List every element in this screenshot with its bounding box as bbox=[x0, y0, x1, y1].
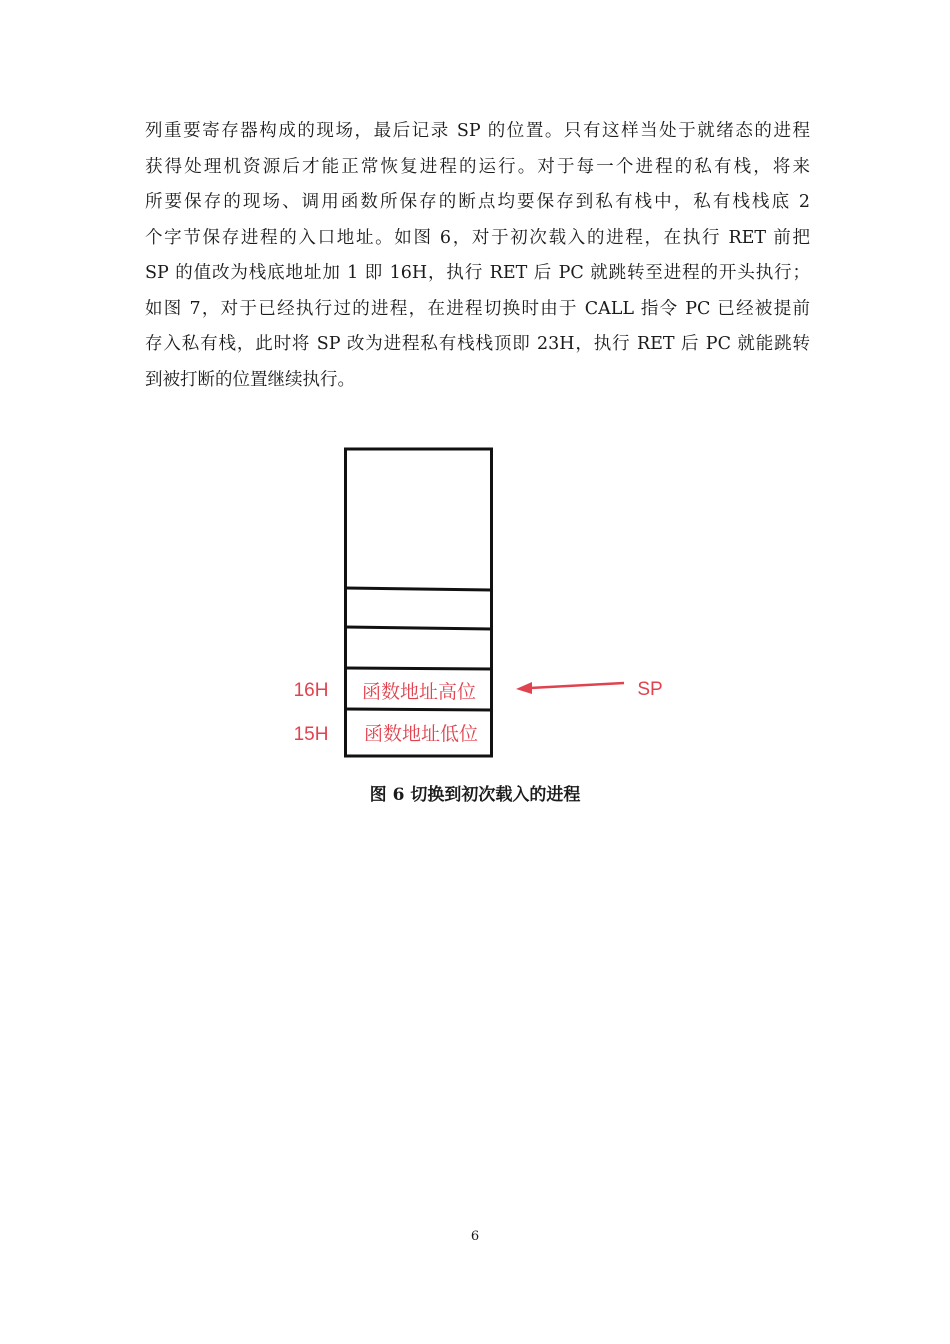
paragraph-line-2: 获得处理机资源后才能正常恢复进程的运行。对于每一个进程的私有栈，将来 bbox=[145, 156, 810, 177]
stack-diagram bbox=[280, 440, 700, 770]
paragraph-line-3: 所要保存的现场、调用函数所保存的断点均要保存到私有栈中，私有栈栈底 2 bbox=[145, 192, 810, 212]
stack-divider bbox=[346, 588, 492, 590]
cell-content-high: 函数地址高位 bbox=[361, 682, 477, 703]
cell-content-low: 函数地址低位 bbox=[363, 724, 479, 745]
page-number: 6 bbox=[470, 1229, 480, 1244]
paragraph-line-5: SP 的值改为栈底地址加 1 即 16H，执行 RET 后 PC 就跳转至进程的开头执行； bbox=[145, 263, 810, 283]
paragraph-line-6: 如图 7，对于已经执行过的进程，在进程切换时由于 CALL 指令 PC 已经被提前 bbox=[145, 298, 810, 319]
sp-arrow-shaft bbox=[530, 683, 624, 688]
sp-arrow-head bbox=[516, 682, 532, 694]
address-label-15h: 15H bbox=[293, 724, 329, 745]
address-label-16h: 16H bbox=[293, 680, 329, 701]
figure-caption: 图 6 切换到初次载入的进程 bbox=[369, 785, 581, 805]
sp-label: SP bbox=[637, 679, 663, 700]
stack-divider bbox=[346, 709, 492, 710]
paragraph-line-8: 到被打断的位置继续执行。 bbox=[145, 369, 355, 390]
stack-divider bbox=[346, 627, 492, 629]
paragraph-line-7: 存入私有栈，此时将 SP 改为进程私有栈栈顶即 23H，执行 RET 后 PC 就能跳转 bbox=[145, 334, 810, 354]
paragraph-line-1: 列重要寄存器构成的现场，最后记录 SP 的位置。只有这样当处于就绪态的进程 bbox=[145, 121, 810, 141]
stack-divider bbox=[346, 668, 492, 669]
stack-diagram-svg bbox=[280, 440, 700, 770]
paragraph-line-4: 个字节保存进程的入口地址。如图 6，对于初次载入的进程，在执行 RET 前把 bbox=[145, 227, 810, 248]
body-paragraph bbox=[145, 114, 810, 398]
